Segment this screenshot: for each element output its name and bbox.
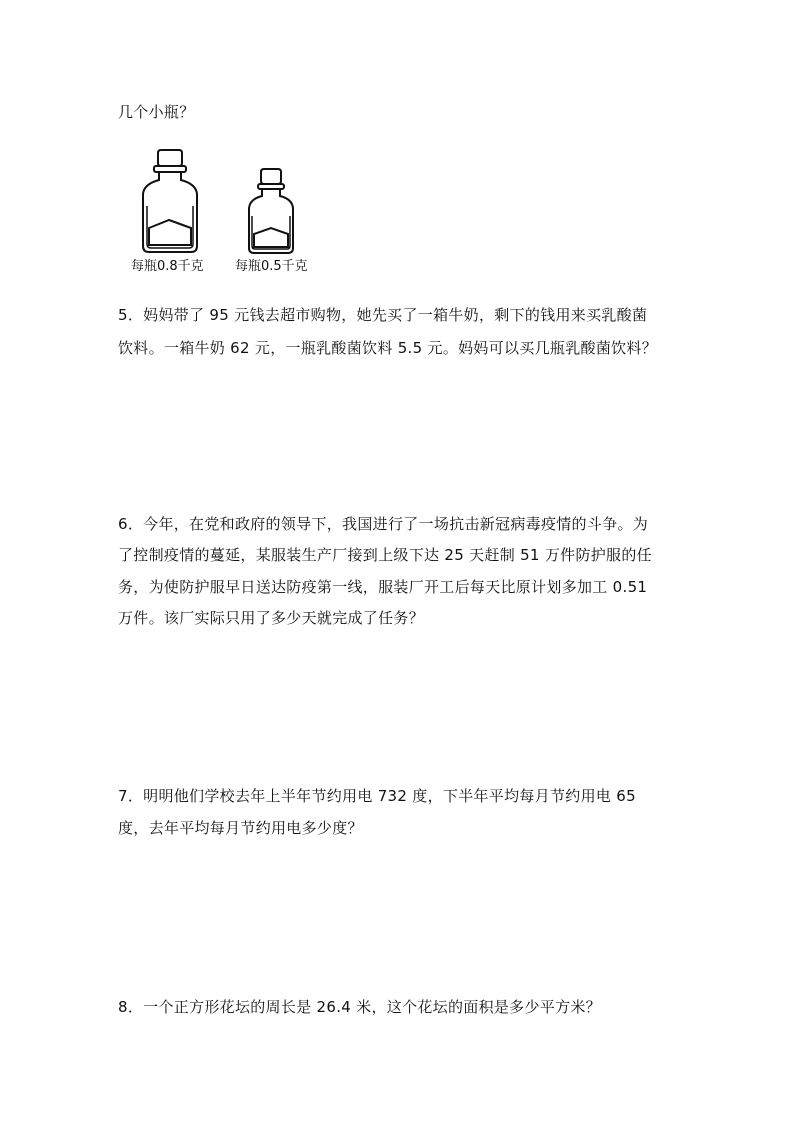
bottle-icon-small (245, 168, 297, 258)
question-line: 5．妈妈带了 95 元钱去超市购物，她先买了一箱牛奶，剩下的钱用来买乳酸菌 (118, 306, 648, 324)
question-line: 7．明明他们学校去年上半年节约用电 732 度，下半年平均每月节约用电 65 (118, 787, 636, 805)
big-bottle-caption: 每瓶0.8千克 (131, 259, 204, 274)
question-line: 务，为使防护服早日送达防疫第一线，服装厂开工后每天比原计划多加工 0.51 (118, 578, 648, 596)
question-line: 6．今年，在党和政府的领导下，我国进行了一场抗击新冠病毒疫情的斗争。为 (118, 515, 649, 533)
question-line: 8．一个正方形花坛的周长是 26.4 米，这个花坛的面积是多少平方米？ (118, 998, 601, 1016)
question-line: 了控制疫情的蔓延，某服装生产厂接到上级下达 25 天赶制 51 万件防护服的任 (118, 546, 652, 564)
question-line: 度，去年平均每月节约用电多少度？ (118, 819, 363, 837)
small-bottle-caption: 每瓶0.5千克 (235, 259, 308, 274)
question-line: 万件。该厂实际只用了多少天就完成了任务？ (118, 609, 425, 627)
question-4-continuation: 几个小瓶？ (118, 103, 195, 121)
bottle-icon-large (138, 148, 202, 258)
question-line: 饮料。一箱牛奶 62 元，一瓶乳酸菌饮料 5.5 元。妈妈可以买几瓶乳酸菌饮料？ (118, 339, 658, 357)
